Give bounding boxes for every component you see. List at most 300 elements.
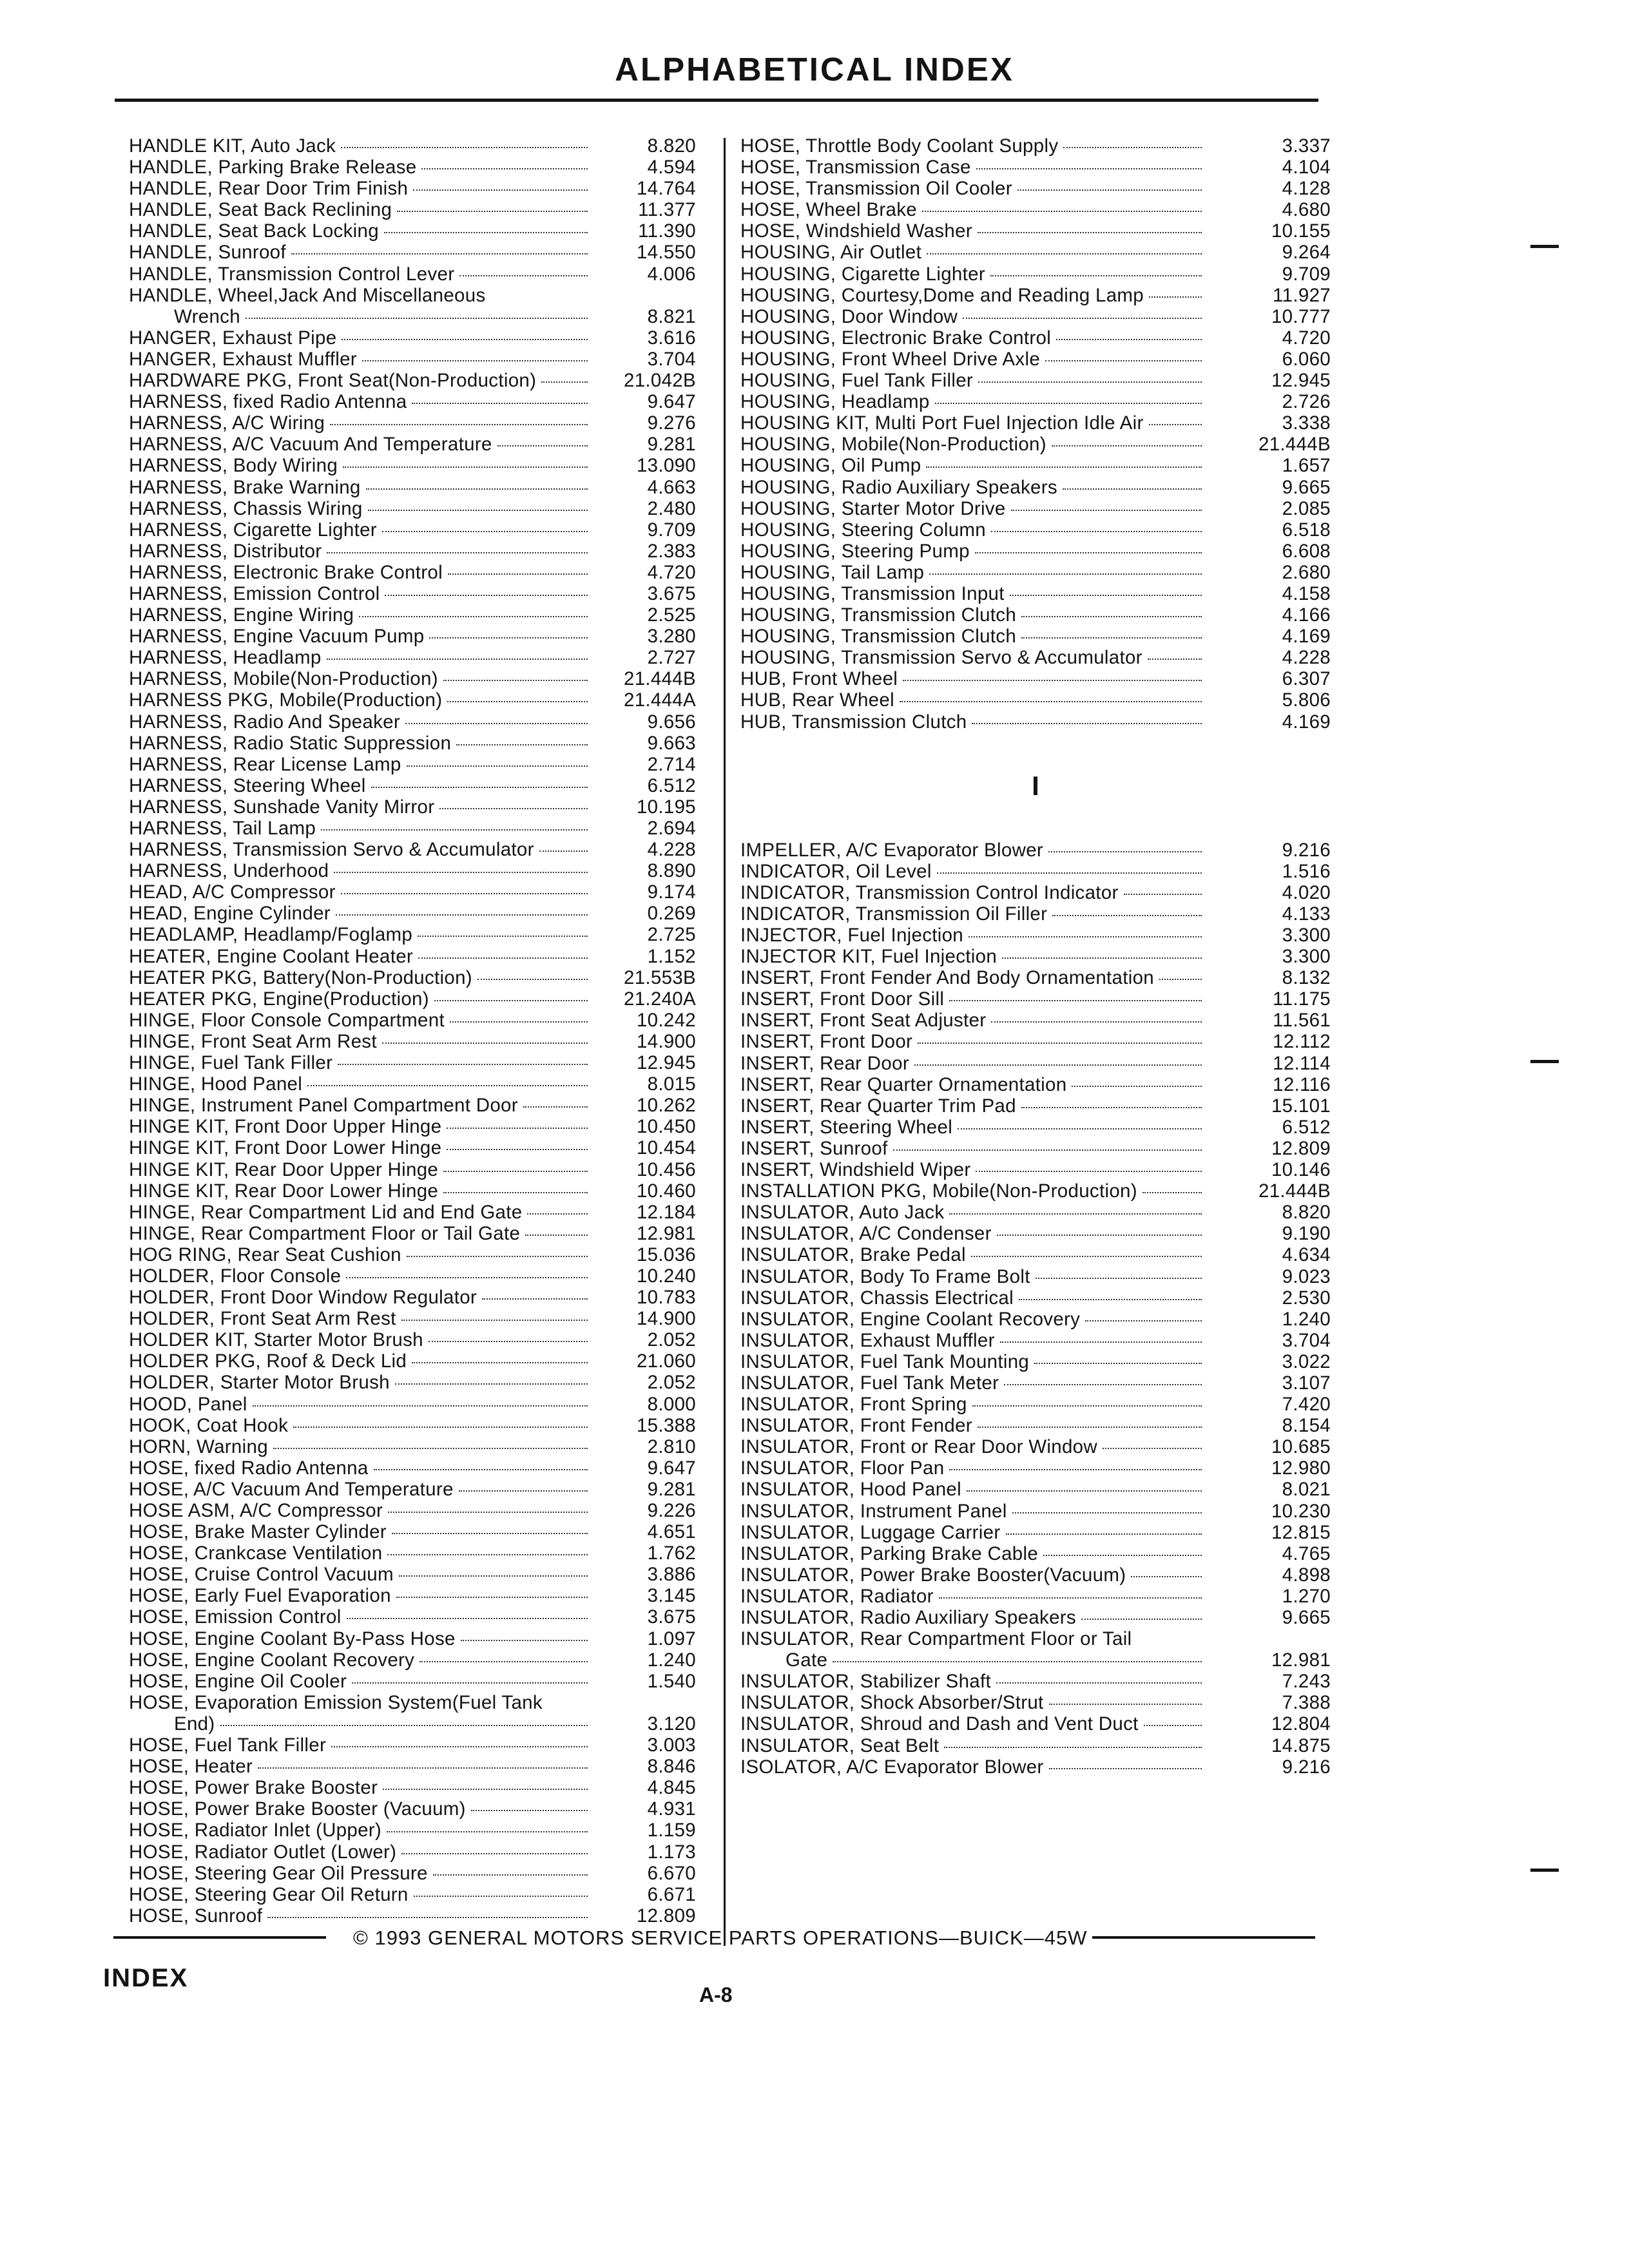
leader-dots	[1052, 915, 1202, 916]
entry-name: HINGE, Instrument Panel Compartment Door	[129, 1095, 518, 1117]
leader-dots	[914, 1064, 1202, 1066]
index-entry	[740, 1138, 1331, 1159]
index-entry	[129, 434, 696, 455]
index-entry	[740, 882, 1331, 903]
entry-leader-line	[129, 264, 588, 285]
entry-name: HINGE KIT, Front Door Upper Hinge	[129, 1116, 442, 1138]
index-entry	[740, 498, 1331, 519]
index-entry	[740, 1053, 1331, 1074]
entry-name: INSERT, Steering Wheel	[740, 1116, 953, 1138]
entry-page-number: 1.152	[647, 945, 696, 967]
index-entry	[129, 1585, 696, 1606]
index-entry	[740, 349, 1331, 370]
entry-page-number: 9.216	[1282, 1756, 1331, 1778]
entry-leader-line	[740, 1522, 1202, 1543]
entry-page-number: 10.454	[636, 1137, 696, 1159]
entry-name: INSULATOR, Parking Brake Cable	[740, 1542, 1039, 1564]
index-entry	[740, 604, 1331, 626]
leader-dots	[997, 1235, 1202, 1236]
leader-dots	[1036, 1278, 1202, 1279]
leader-dots	[429, 637, 588, 639]
index-entry	[129, 903, 696, 924]
entry-page-number: 1.762	[647, 1542, 696, 1564]
leader-dots	[949, 1000, 1202, 1001]
leader-dots	[926, 466, 1202, 468]
index-entry	[740, 1266, 1331, 1287]
entry-name: HEADLAMP, Headlamp/Foglamp	[129, 924, 413, 946]
entry-leader-line	[740, 1607, 1202, 1628]
index-entry	[129, 1073, 696, 1095]
index-entry	[740, 1586, 1331, 1607]
entry-page-number: 4.006	[647, 263, 696, 285]
footer-section-label: INDEX	[103, 1964, 189, 1992]
entry-name: INSERT, Windshield Wiper	[740, 1159, 971, 1181]
leader-dots	[978, 1427, 1202, 1428]
entry-page-number: 2.726	[1282, 391, 1331, 413]
entry-name: HARNESS, Brake Warning	[129, 476, 361, 498]
entry-name: HOSE, Steering Gear Oil Return	[129, 1883, 409, 1905]
index-entry	[129, 1671, 696, 1692]
leader-dots	[929, 573, 1202, 575]
leader-dots	[471, 1810, 588, 1811]
entry-leader-line	[129, 1031, 588, 1052]
entry-name: HANDLE, Seat Back Locking	[129, 220, 379, 242]
entry-leader-line	[129, 1329, 588, 1350]
entry-page-number: 11.377	[638, 199, 696, 221]
entry-page-number: 3.022	[1282, 1350, 1331, 1372]
entry-leader-line	[129, 881, 588, 903]
entry-leader-line	[740, 242, 1202, 263]
index-entry	[129, 1095, 696, 1116]
leader-dots	[991, 1021, 1202, 1023]
entry-name: HINGE, Hood Panel	[129, 1073, 303, 1095]
entry-leader-line	[740, 925, 1202, 946]
entry-leader-line	[740, 1095, 1202, 1117]
leader-dots	[307, 1085, 588, 1086]
entry-name: HOSE, Engine Coolant By-Pass Hose	[129, 1628, 456, 1649]
index-entry	[740, 1543, 1331, 1564]
index-entry	[740, 1074, 1331, 1095]
entry-leader-line	[129, 370, 588, 391]
entry-leader-line	[129, 924, 588, 945]
entry-page-number: 8.820	[647, 135, 696, 157]
entry-page-number: 9.264	[1282, 242, 1331, 264]
leader-dots	[939, 1597, 1202, 1599]
entry-name: HOLDER KIT, Starter Motor Brush	[129, 1329, 423, 1351]
leader-dots	[990, 275, 1202, 276]
entry-name: IMPELLER, A/C Evaporator Blower	[740, 839, 1044, 861]
entry-page-number: 15.388	[636, 1414, 696, 1436]
entry-page-number: 10.155	[1271, 220, 1331, 242]
leader-dots	[405, 723, 588, 724]
entry-name: INSULATOR, Floor Pan	[740, 1457, 945, 1479]
entry-name: INSULATOR, Brake Pedal	[740, 1244, 966, 1266]
entry-leader-line	[129, 1777, 588, 1798]
entry-name: HINGE, Rear Compartment Lid and End Gate	[129, 1201, 523, 1223]
entry-leader-line	[129, 860, 588, 881]
leader-dots	[1048, 851, 1202, 852]
entry-name: HARNESS, Engine Vacuum Pump	[129, 626, 425, 648]
index-entry	[740, 434, 1331, 455]
index-entry	[740, 1287, 1331, 1309]
entry-page-number: 6.670	[647, 1862, 696, 1884]
entry-name: INDICATOR, Transmission Control Indicator	[740, 881, 1119, 903]
index-entry	[129, 1202, 696, 1223]
entry-leader-line	[740, 1202, 1202, 1223]
leader-dots	[978, 232, 1202, 233]
leader-dots	[1072, 1086, 1202, 1087]
index-entry	[129, 818, 696, 839]
entry-leader-line	[129, 647, 588, 668]
index-entry	[129, 711, 696, 733]
margin-tick-mark	[1530, 1869, 1559, 1872]
index-entry	[129, 626, 696, 647]
entry-leader-line	[740, 1074, 1202, 1095]
index-entry	[129, 1052, 696, 1073]
leader-dots	[293, 1427, 588, 1428]
entry-page-number: 4.594	[647, 157, 696, 178]
index-entry	[740, 199, 1331, 220]
leader-dots	[341, 147, 588, 148]
index-entry	[740, 1457, 1331, 1479]
entry-name: HARNESS, Distributor	[129, 540, 322, 562]
entry-page-number: 9.656	[647, 711, 696, 733]
entry-leader-line	[129, 1010, 588, 1031]
entry-leader-line	[129, 1884, 588, 1905]
entry-page-number: 12.815	[1271, 1521, 1331, 1543]
entry-leader-line	[129, 1159, 588, 1180]
entry-name: HOSE, Throttle Body Coolant Supply	[740, 135, 1059, 157]
title-rule	[115, 99, 1318, 102]
entry-leader-line	[740, 903, 1202, 925]
index-entry	[129, 285, 696, 327]
index-entry	[740, 1095, 1331, 1117]
entry-name-continued: End)	[174, 1713, 215, 1735]
leader-dots	[387, 1831, 588, 1832]
entry-leader-line	[129, 519, 588, 541]
entry-leader-line	[129, 1756, 588, 1777]
entry-leader-line	[740, 668, 1202, 689]
entry-leader-line	[129, 327, 588, 349]
entry-page-number: 6.518	[1282, 519, 1331, 541]
margin-tick-mark	[1530, 1060, 1559, 1063]
entry-page-number: 10.195	[636, 796, 696, 818]
entry-leader-line	[740, 135, 1202, 157]
entry-page-number: 13.090	[636, 455, 696, 477]
entry-name: HARNESS, Chassis Wiring	[129, 497, 363, 519]
leader-dots	[447, 1149, 588, 1150]
index-entry	[740, 1010, 1331, 1031]
entry-leader-line	[740, 1330, 1202, 1351]
index-entry	[129, 242, 696, 263]
index-entry	[129, 796, 696, 818]
index-entry	[740, 1756, 1331, 1778]
entry-name: INSULATOR, A/C Condenser	[740, 1223, 992, 1245]
entry-name: HOSE, Cruise Control Vacuum	[129, 1564, 394, 1586]
entry-page-number: 11.175	[1273, 988, 1331, 1010]
index-entry	[129, 1159, 696, 1180]
entry-name: HINGE, Fuel Tank Filler	[129, 1052, 333, 1074]
entry-leader-line	[740, 1117, 1202, 1138]
entry-page-number: 12.809	[636, 1905, 696, 1927]
entry-name: HARNESS, Body Wiring	[129, 455, 338, 477]
index-entry	[129, 1394, 696, 1415]
leader-dots	[413, 189, 588, 191]
entry-leader-line	[129, 1415, 588, 1436]
index-entry	[129, 1863, 696, 1884]
index-entry	[129, 477, 696, 498]
leader-dots	[433, 1874, 588, 1876]
entry-leader-line	[740, 455, 1202, 476]
entry-name: HARNESS, Radio And Speaker	[129, 711, 401, 733]
leader-dots	[1103, 1448, 1202, 1449]
entry-leader-line	[740, 178, 1202, 199]
leader-dots	[1034, 1363, 1202, 1364]
entry-name: ISOLATOR, A/C Evaporator Blower	[740, 1756, 1044, 1778]
entry-page-number: 8.015	[647, 1073, 696, 1095]
entry-leader-line	[740, 199, 1202, 220]
entry-page-number: 1.540	[647, 1670, 696, 1692]
leader-dots	[1149, 296, 1202, 298]
entry-page-number: 8.821	[647, 305, 696, 327]
leader-dots	[418, 936, 588, 937]
entry-leader-line	[740, 264, 1202, 285]
entry-leader-line	[129, 477, 588, 498]
entry-page-number: 3.300	[1282, 925, 1331, 946]
leader-dots	[1144, 1725, 1202, 1726]
leader-dots	[937, 872, 1202, 874]
index-entry	[129, 1415, 696, 1436]
index-entry	[740, 135, 1331, 157]
entry-leader-line	[740, 1692, 1202, 1713]
entry-page-number: 1.270	[1282, 1585, 1331, 1607]
entry-name: HEATER PKG, Battery(Non-Production)	[129, 966, 472, 988]
entry-page-number: 9.216	[1282, 839, 1331, 861]
index-entry	[740, 689, 1331, 711]
entry-name: INSERT, Sunroof	[740, 1137, 888, 1159]
entry-leader-line	[740, 285, 1202, 306]
leader-dots	[949, 1213, 1202, 1215]
entry-leader-line	[740, 1586, 1202, 1607]
leader-dots	[383, 1789, 588, 1790]
entry-page-number: 2.085	[1282, 497, 1331, 519]
leader-dots	[443, 1171, 588, 1172]
entry-page-number: 1.159	[647, 1820, 696, 1841]
entry-name: HOUSING, Electronic Brake Control	[740, 327, 1052, 349]
entry-leader-line	[740, 1649, 1202, 1671]
index-entry	[740, 1607, 1331, 1628]
index-entry	[740, 1415, 1331, 1436]
entry-name: HOSE ASM, A/C Compressor	[129, 1500, 383, 1521]
entry-page-number: 3.616	[647, 327, 696, 349]
entry-name: HANDLE, Wheel,Jack And Miscellaneous	[129, 284, 486, 306]
entry-page-number: 10.240	[636, 1265, 696, 1287]
entry-name: HARNESS, Cigarette Lighter	[129, 519, 377, 541]
index-entry	[740, 370, 1331, 391]
entry-name: HEAD, Engine Cylinder	[129, 903, 331, 925]
entry-page-number: 4.898	[1282, 1564, 1331, 1586]
entry-page-number: 9.276	[647, 412, 696, 434]
entry-page-number: 21.444B	[1258, 1180, 1331, 1202]
entry-name: HARNESS, Tail Lamp	[129, 818, 316, 839]
index-entry	[129, 881, 696, 903]
entry-name: INSERT, Rear Door	[740, 1052, 909, 1074]
entry-leader-line	[740, 1713, 1202, 1735]
leader-dots	[497, 445, 588, 447]
leader-dots	[1149, 424, 1202, 425]
index-entry	[129, 1841, 696, 1863]
entry-name: HOOD, Panel	[129, 1393, 247, 1415]
leader-dots	[1021, 1107, 1202, 1108]
index-entry	[129, 498, 696, 519]
entry-name: INSERT, Rear Quarter Ornamentation	[740, 1073, 1067, 1095]
index-entry	[740, 327, 1331, 349]
leader-dots	[401, 1853, 588, 1854]
entry-leader-line	[129, 1479, 588, 1500]
entry-page-number: 11.561	[1273, 1010, 1331, 1032]
entry-leader-line	[129, 1202, 588, 1223]
index-entry	[740, 391, 1331, 412]
entry-name: HOLDER PKG, Roof & Deck Lid	[129, 1350, 407, 1372]
entry-name: INJECTOR KIT, Fuel Injection	[740, 946, 998, 968]
leader-dots	[330, 424, 588, 425]
entry-leader-line	[129, 391, 588, 412]
entry-name: HOUSING, Headlamp	[740, 391, 930, 413]
leader-dots	[347, 1618, 588, 1619]
leader-dots	[978, 381, 1202, 383]
index-entry	[740, 1564, 1331, 1586]
leader-dots	[399, 1575, 588, 1577]
index-entry	[740, 1031, 1331, 1052]
index-entry	[129, 1756, 696, 1777]
entry-leader-line	[129, 1436, 588, 1457]
leader-dots	[1148, 658, 1202, 660]
entry-name: HOUSING, Transmission Clutch	[740, 604, 1017, 626]
leader-dots	[388, 1512, 588, 1513]
index-entry	[129, 1223, 696, 1244]
entry-name: HEATER PKG, Engine(Production)	[129, 988, 429, 1010]
entry-name: INSULATOR, Fuel Tank Meter	[740, 1372, 999, 1394]
leader-dots	[220, 1725, 588, 1726]
entry-leader-line	[129, 1671, 588, 1692]
entry-page-number: 21.444B	[623, 668, 696, 690]
index-entry	[129, 1542, 696, 1564]
entry-page-number: 8.000	[647, 1393, 696, 1415]
entry-page-number: 5.806	[1282, 689, 1331, 711]
leader-dots	[972, 1405, 1202, 1407]
entry-name: HOUSING, Transmission Clutch	[740, 626, 1017, 648]
index-entry	[129, 562, 696, 583]
entry-page-number: 1.097	[647, 1628, 696, 1649]
entry-leader-line	[129, 604, 588, 626]
entry-name: HOUSING, Transmission Servo & Accumulator	[740, 647, 1142, 669]
index-entry	[129, 988, 696, 1010]
leader-dots	[963, 318, 1202, 319]
index-entry	[129, 1287, 696, 1308]
entry-leader-line	[740, 412, 1202, 434]
index-entry	[740, 1244, 1331, 1265]
entry-page-number: 4.680	[1282, 199, 1331, 221]
leader-dots	[996, 1682, 1202, 1684]
entry-page-number: 4.169	[1282, 711, 1331, 733]
leader-dots	[1021, 637, 1202, 639]
column-divider	[724, 138, 726, 1946]
entry-leader-line	[129, 1521, 588, 1542]
index-entry	[129, 1884, 696, 1905]
entry-leader-line	[129, 1542, 588, 1564]
entry-leader-line	[129, 1180, 588, 1202]
entry-leader-line	[740, 1394, 1202, 1415]
entry-name: HOLDER, Floor Console	[129, 1265, 342, 1287]
entry-name: HOSE, Radiator Inlet (Upper)	[129, 1820, 382, 1841]
entry-page-number: 0.269	[647, 903, 696, 925]
leader-dots	[384, 232, 588, 233]
leader-dots	[343, 466, 588, 468]
index-entry	[129, 370, 696, 391]
entry-name: HOUSING, Fuel Tank Filler	[740, 370, 974, 392]
entry-leader-line	[740, 477, 1202, 498]
index-entry	[129, 839, 696, 860]
entry-leader-line	[740, 1180, 1202, 1202]
entry-name: INSULATOR, Chassis Electrical	[740, 1287, 1014, 1309]
entry-name: HOUSING, Steering Column	[740, 519, 986, 541]
entry-page-number: 15.036	[636, 1244, 696, 1265]
entry-name: HOUSING, Oil Pump	[740, 455, 921, 477]
index-entry	[129, 1116, 696, 1137]
index-entry	[740, 1522, 1331, 1543]
entry-leader-line	[740, 1735, 1202, 1756]
entry-name: HOSE, fixed Radio Antenna	[129, 1457, 369, 1479]
entry-name: HOSE, Sunroof	[129, 1905, 263, 1927]
entry-leader-line	[740, 1223, 1202, 1244]
entry-page-number: 9.665	[1282, 476, 1331, 498]
entry-leader-line	[740, 1309, 1202, 1330]
entry-page-number: 3.704	[1282, 1329, 1331, 1351]
index-entry	[740, 967, 1331, 988]
leader-dots	[334, 872, 588, 873]
entry-page-number: 12.112	[1273, 1031, 1331, 1053]
leader-dots	[1049, 1768, 1202, 1769]
entry-page-number: 12.981	[636, 1222, 696, 1244]
entry-name-continued: Wrench	[174, 305, 240, 327]
index-entry	[740, 840, 1331, 861]
index-entry	[740, 1628, 1331, 1671]
entry-page-number: 4.158	[1282, 582, 1331, 604]
entry-page-number: 7.388	[1282, 1692, 1331, 1714]
entry-page-number: 9.281	[647, 1478, 696, 1500]
entry-page-number: 2.714	[647, 753, 696, 775]
entry-leader-line	[129, 412, 588, 434]
entry-leader-line	[740, 840, 1202, 861]
entry-leader-line	[740, 434, 1202, 455]
entry-page-number: 8.890	[647, 860, 696, 882]
entry-leader-line	[129, 306, 588, 327]
index-entry	[740, 519, 1331, 541]
entry-page-number: 21.444B	[1258, 434, 1331, 456]
entry-leader-line	[129, 135, 588, 157]
index-entry	[740, 1351, 1331, 1372]
entry-page-number: 4.663	[647, 476, 696, 498]
entry-name: INSULATOR, Body To Frame Bolt	[740, 1265, 1030, 1287]
entry-name: INSERT, Front Fender And Body Ornamentation	[740, 967, 1155, 989]
entry-name: HARNESS, fixed Radio Antenna	[129, 391, 407, 413]
entry-leader-line	[740, 689, 1202, 711]
entry-name: HINGE, Floor Console Compartment	[129, 1009, 445, 1031]
leader-dots	[434, 1000, 588, 1001]
entry-name: INSTALLATION PKG, Mobile(Non-Production)	[740, 1180, 1137, 1202]
index-entry	[740, 1671, 1331, 1692]
leader-dots	[903, 680, 1202, 681]
